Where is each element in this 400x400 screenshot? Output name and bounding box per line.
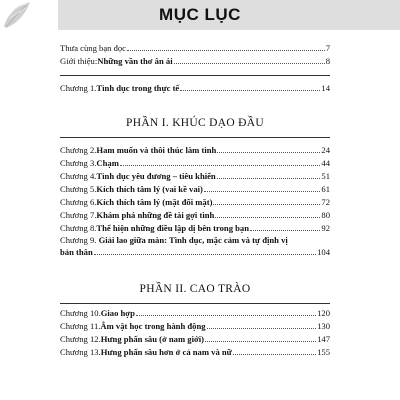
leader-dots — [217, 151, 320, 153]
leader-dots — [94, 254, 316, 255]
leader-dots — [120, 164, 321, 166]
entry-page: 61 — [321, 184, 330, 194]
entry-page: 72 — [321, 197, 330, 207]
entry-prefix: Chương 5. — [60, 184, 97, 194]
entry-prefix: Chương 9. — [60, 235, 99, 245]
leader-dots — [250, 229, 320, 231]
toc-entry[interactable] — [60, 80, 330, 94]
entry-title: Thưa cùng bạn đọc — [60, 43, 126, 53]
leader-dots — [205, 340, 316, 342]
entry-prefix: Chương 1. — [60, 83, 97, 93]
toc-entry[interactable] — [60, 168, 330, 182]
toc-entry[interactable] — [60, 53, 330, 67]
entry-page: 44 — [321, 158, 330, 168]
toc-entry[interactable] — [60, 142, 330, 156]
entry-prefix: Chương 12. — [60, 334, 101, 344]
entry-page: 147 — [317, 334, 330, 344]
section-divider — [60, 303, 330, 304]
entry-prefix: Giới thiệu: — [60, 56, 98, 66]
leader-dots — [180, 89, 320, 91]
leader-dots — [174, 62, 325, 64]
toc-entry[interactable] — [60, 344, 330, 358]
page-title: MỤC LỤC — [159, 5, 241, 24]
entry-prefix: Chương 4. — [60, 171, 97, 181]
entry-title: Tình dục yêu đương – tiêu khiển — [96, 171, 216, 181]
entry-page: 14 — [321, 83, 330, 93]
toc-entry[interactable] — [60, 207, 330, 221]
entry-title: Thể hiện những điều lập dị bên trong bạn — [96, 223, 250, 233]
toc-entry[interactable] — [60, 194, 330, 208]
entry-page: 92 — [321, 223, 330, 233]
entry-page: 51 — [321, 171, 330, 181]
entry-title: Âm vật học trong hành động — [100, 321, 206, 331]
entry-title-continued: bản thân — [60, 247, 93, 257]
part-heading: PHẦN I. KHÚC DẠO ĐẦU — [126, 117, 264, 129]
entry-title: Ham muốn và thôi thúc làm tình — [96, 145, 217, 155]
entry-page: 120 — [317, 308, 330, 318]
entry-title: Khám phá những đề tài gợi tình — [96, 210, 215, 220]
part-heading: PHẦN II. CAO TRÀO — [139, 283, 251, 295]
entry-prefix: Chương 11. — [60, 321, 101, 331]
section-divider — [60, 137, 330, 138]
entry-prefix: Chương 3. — [60, 158, 97, 168]
leader-dots — [233, 353, 316, 355]
entry-title: Hưng phấn sâu (ở nam giới) — [100, 334, 204, 344]
entry-title: Giải lao giữa màn: Tình dục, mặc cảm và tự định vị — [98, 235, 288, 245]
leader-dots — [207, 327, 317, 329]
entry-prefix: Chương 10. — [60, 308, 101, 318]
entry-page: 104 — [317, 247, 330, 257]
entry-title: Kích thích tâm lý (mặt đối mặt) — [96, 197, 213, 207]
entry-page: 7 — [325, 43, 330, 53]
toc-entry[interactable] — [60, 305, 330, 319]
entry-title: Chạm — [96, 158, 119, 168]
entry-title: Hưng phấn sâu hơn ở cả nam và nữ — [100, 347, 232, 357]
entry-title: Tình dục trong thực tế — [96, 83, 180, 93]
entry-prefix: Chương 2. — [60, 145, 97, 155]
entry-prefix: Chương 7. — [60, 210, 97, 220]
entry-title: Kích thích tâm lý (vai kề vai) — [96, 184, 203, 194]
toc-entry[interactable] — [60, 155, 330, 169]
entry-title: Những vần thơ ân ái — [97, 56, 173, 66]
entry-prefix: Chương 8. — [60, 223, 97, 233]
entry-page: 80 — [321, 210, 330, 220]
leader-dots — [127, 49, 325, 51]
toc-entry[interactable] — [60, 331, 330, 345]
toc-entry[interactable] — [60, 220, 330, 234]
leader-dots — [217, 177, 321, 179]
leader-dots — [213, 203, 320, 205]
entry-page: 155 — [317, 347, 330, 357]
toc-entry[interactable] — [60, 40, 330, 54]
entry-page: 24 — [321, 145, 330, 155]
entry-prefix: Chương 6. — [60, 197, 97, 207]
leader-dots — [215, 216, 320, 218]
entry-title: Giao hợp — [100, 308, 135, 318]
toc-entry[interactable] — [60, 318, 330, 332]
entry-page: 130 — [317, 321, 330, 331]
entry-page: 8 — [325, 56, 330, 66]
section-divider — [60, 75, 330, 76]
toc-entry-continuation[interactable] — [60, 244, 330, 258]
toc-entry[interactable] — [60, 181, 330, 195]
leader-dots — [136, 314, 316, 316]
leader-dots — [204, 190, 321, 192]
entry-prefix: Chương 13. — [60, 347, 101, 357]
page-header — [0, 0, 400, 32]
